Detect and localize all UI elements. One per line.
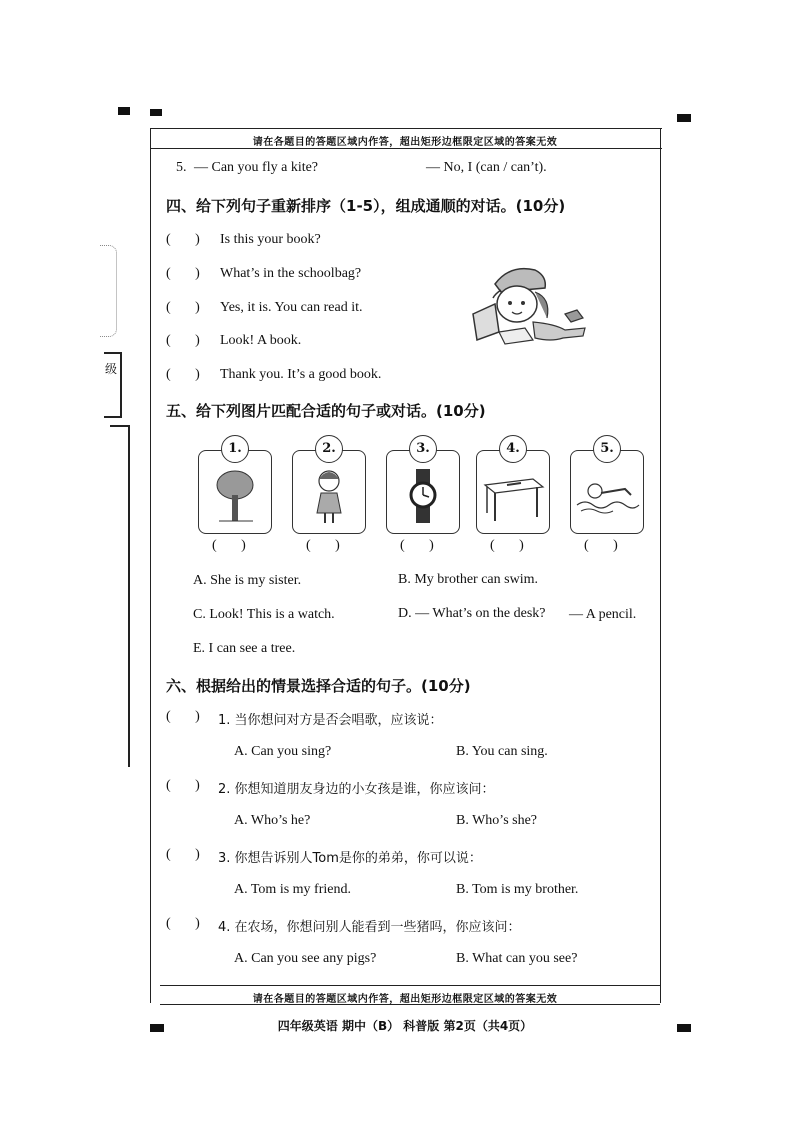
picture-card-2 [292,441,366,534]
answer-blank[interactable]: ( ) [584,538,618,553]
option-d-answer: — A pencil. [569,607,637,622]
picture-card-3 [386,441,460,534]
frame-bottom-line [160,985,660,986]
desk-icon [477,451,549,533]
option-c: C. Look! This is a watch. [193,607,335,622]
picture-number: 1. [221,435,249,463]
answer-blank[interactable]: ( ) [166,916,200,931]
section4-item: What’s in the schoolbag? [220,266,362,281]
section4-item: Is this your book? [220,232,321,247]
answer-blank[interactable]: ( ) [166,300,200,315]
choice-a: A. Tom is my friend. [234,882,351,897]
tree-icon [199,451,271,533]
page-footer: 四年级英语 期中（B） 科普版 第2页（共4页） [277,1019,533,1033]
frame-top-line [150,128,662,129]
option-e: E. I can see a tree. [193,641,296,656]
q5-question: — Can you fly a kite? [194,160,319,175]
binding-dotted-box [100,245,117,337]
answer-blank[interactable]: ( ) [400,538,434,553]
registration-mark [677,1024,691,1032]
choice-a: A. Can you sing? [234,744,332,759]
section4-item: Look! A book. [220,333,302,348]
answer-blank[interactable]: ( ) [490,538,524,553]
option-d: D. — What’s on the desk? [398,606,546,621]
frame-left-border [150,128,151,1003]
answer-blank[interactable]: ( ) [166,709,200,724]
answer-blank[interactable]: ( ) [166,367,200,382]
section4-item: Yes, it is. You can read it. [220,300,363,315]
child-reading-illustration [465,262,590,352]
situation-question: 2. 你想知道朋友身边的小女孩是谁，你应该问： [218,782,495,797]
answer-blank[interactable]: ( ) [166,266,200,281]
section5-title: 五、给下列图片匹配合适的句子或对话。(10分) [166,402,486,420]
option-a: A. She is my sister. [193,573,302,588]
situation-question: 1. 当你想问对方是否会唱歌，应该说： [218,713,443,728]
picture-card-5 [570,441,644,534]
frame-right-border [660,128,661,1003]
watch-icon [387,451,459,533]
answer-blank[interactable]: ( ) [166,333,200,348]
picture-number: 5. [593,435,621,463]
choice-a: A. Who’s he? [234,813,311,828]
picture-card-1 [198,441,272,534]
girl-icon [293,451,365,533]
answer-blank[interactable]: ( ) [166,232,200,247]
section4-item: Thank you. It’s a good book. [220,367,382,382]
section4-title: 四、给下列句子重新排序（1-5），组成通顺的对话。(10分) [166,197,566,215]
registration-mark [118,107,130,115]
picture-number: 3. [409,435,437,463]
frame-footer-line [160,1004,660,1005]
answer-blank[interactable]: ( ) [212,538,246,553]
situation-question: 4. 在农场，你想问别人能看到一些猪吗，你应该问： [218,920,521,935]
answer-blank[interactable]: ( ) [166,778,200,793]
picture-card-4 [476,441,550,534]
q5-number: 5. [176,160,187,175]
side-label: 级 [105,362,118,376]
choice-a: A. Can you see any pigs? [234,951,377,966]
swimmer-icon [571,451,643,533]
situation-question: 3. 你想告诉别人Tom是你的弟弟，你可以说： [218,851,482,866]
choice-b: B. What can you see? [456,951,578,966]
choice-b: B. You can sing. [456,744,548,759]
section6-title: 六、根据给出的情景选择合适的句子。(10分) [166,677,471,695]
binding-line [110,425,130,767]
q5-answer: — No, I (can / can’t). [426,160,547,175]
notice-top: 请在各题目的答题区域内作答，超出矩形边框限定区域的答案无效 [252,137,558,148]
choice-b: B. Who’s she? [456,813,538,828]
picture-number: 2. [315,435,343,463]
answer-blank[interactable]: ( ) [306,538,340,553]
frame-header-line [150,148,662,149]
option-b: B. My brother can swim. [398,572,538,587]
registration-mark [150,109,162,116]
picture-number: 4. [499,435,527,463]
answer-blank[interactable]: ( ) [166,847,200,862]
registration-mark [677,114,691,122]
choice-b: B. Tom is my brother. [456,882,579,897]
notice-bottom: 请在各题目的答题区域内作答，超出矩形边框限定区域的答案无效 [252,994,558,1005]
